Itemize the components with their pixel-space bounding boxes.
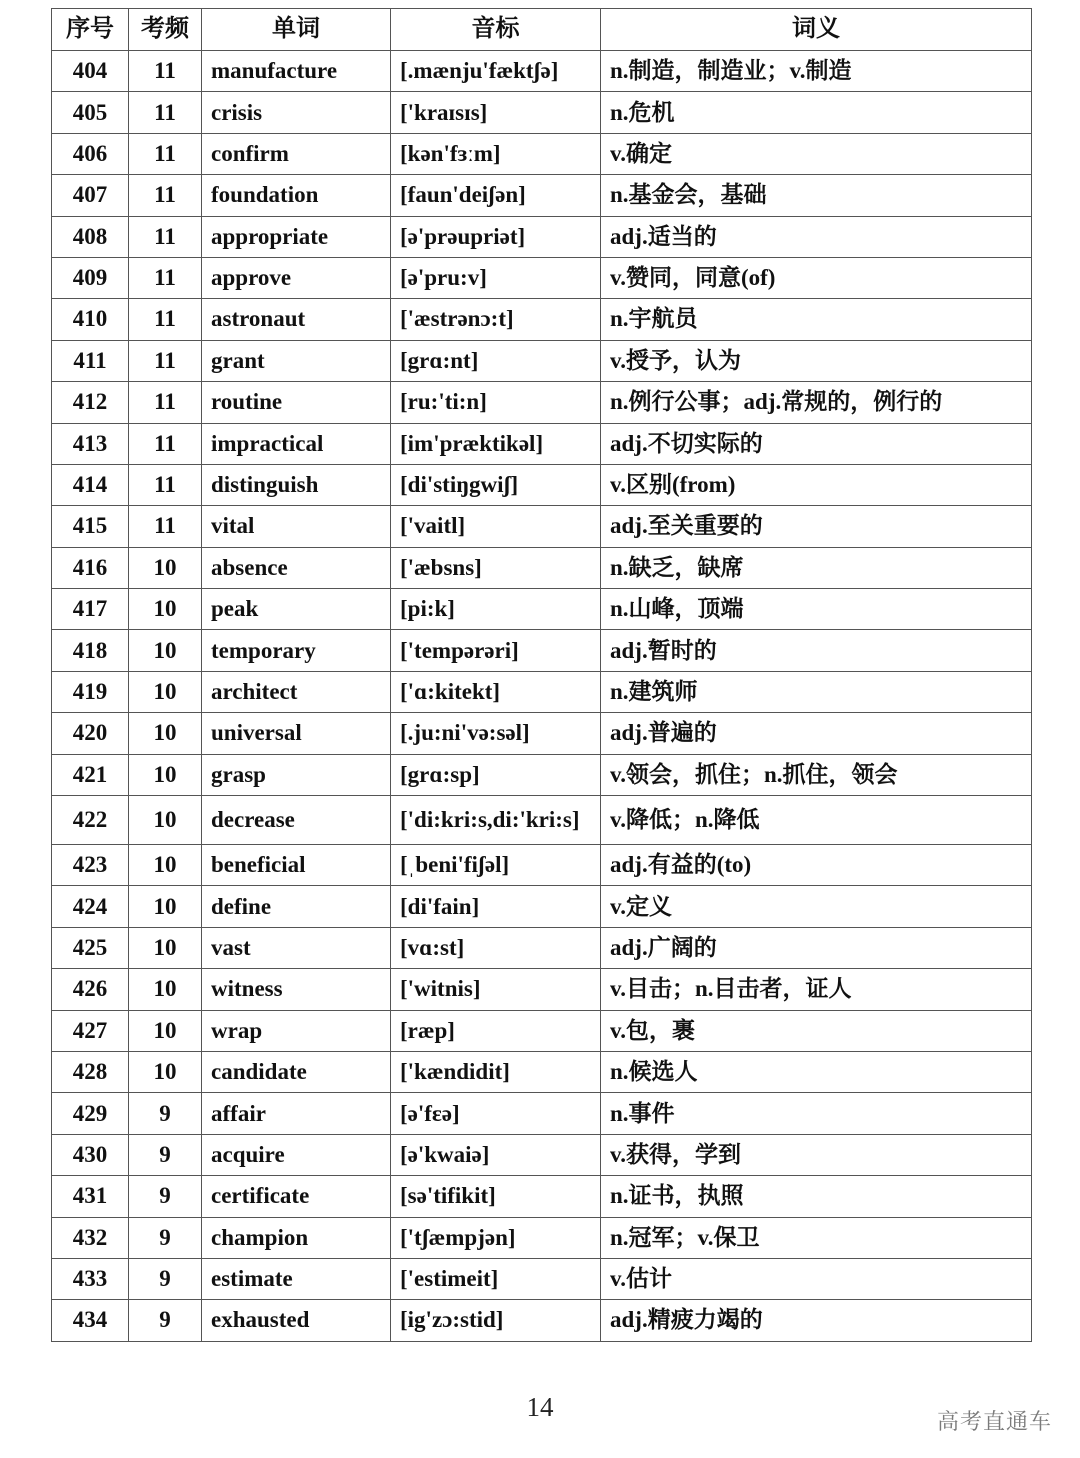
cell-word: impractical: [202, 423, 391, 464]
table-row: [52, 92, 1032, 133]
page-number: 14: [526, 1392, 554, 1422]
cell-serial-number: 407: [52, 175, 129, 216]
cell-exam-frequency: 9: [129, 1093, 202, 1134]
cell-serial-number: 423: [52, 845, 129, 886]
cell-phonetic: [vɑ:st]: [391, 927, 601, 968]
cell-serial-number: 409: [52, 257, 129, 298]
cell-serial-number: 413: [52, 423, 129, 464]
cell-word: champion: [202, 1217, 391, 1258]
cell-serial-number: 412: [52, 382, 129, 423]
cell-word: decrease: [202, 796, 391, 845]
table-body: [52, 51, 1032, 1342]
cell-serial-number: 411: [52, 340, 129, 381]
cell-definition: n.山峰，顶端: [601, 589, 1032, 630]
cell-word: universal: [202, 713, 391, 754]
cell-serial-number: 434: [52, 1300, 129, 1341]
cell-exam-frequency: 11: [129, 92, 202, 133]
cell-serial-number: 406: [52, 133, 129, 174]
cell-phonetic: ['ɑ:kitekt]: [391, 671, 601, 712]
cell-exam-frequency: 10: [129, 927, 202, 968]
cell-serial-number: 410: [52, 299, 129, 340]
cell-phonetic: ['tempərəri]: [391, 630, 601, 671]
cell-exam-frequency: 10: [129, 1010, 202, 1051]
cell-phonetic: [di'stiŋgwiʃ]: [391, 464, 601, 505]
table-row: [52, 133, 1032, 174]
table-row: [52, 1217, 1032, 1258]
cell-phonetic: ['kændidit]: [391, 1051, 601, 1092]
cell-word: temporary: [202, 630, 391, 671]
cell-serial-number: 404: [52, 51, 129, 92]
cell-word: architect: [202, 671, 391, 712]
cell-definition: n.证书，执照: [601, 1176, 1032, 1217]
cell-exam-frequency: 10: [129, 796, 202, 845]
table-row: [52, 927, 1032, 968]
cell-exam-frequency: 10: [129, 713, 202, 754]
table-row: [52, 51, 1032, 92]
cell-serial-number: 420: [52, 713, 129, 754]
header-exam-frequency: 考频: [129, 9, 202, 51]
cell-exam-frequency: 11: [129, 175, 202, 216]
table-row: [52, 796, 1032, 845]
cell-exam-frequency: 10: [129, 1051, 202, 1092]
cell-exam-frequency: 11: [129, 506, 202, 547]
cell-exam-frequency: 10: [129, 969, 202, 1010]
cell-word: vital: [202, 506, 391, 547]
cell-phonetic: [ə'kwaiə]: [391, 1134, 601, 1175]
cell-definition: v.授予，认为: [601, 340, 1032, 381]
cell-phonetic: ['æstrənɔ:t]: [391, 299, 601, 340]
cell-exam-frequency: 10: [129, 754, 202, 795]
cell-word: vast: [202, 927, 391, 968]
cell-phonetic: [ræp]: [391, 1010, 601, 1051]
cell-phonetic: ['estimeit]: [391, 1258, 601, 1299]
vocabulary-table: [51, 8, 1032, 1342]
cell-word: affair: [202, 1093, 391, 1134]
table-row: [52, 547, 1032, 588]
cell-word: grasp: [202, 754, 391, 795]
table-row: [52, 257, 1032, 298]
cell-phonetic: ['kraɪsɪs]: [391, 92, 601, 133]
cell-exam-frequency: 9: [129, 1258, 202, 1299]
cell-phonetic: [ru:'ti:n]: [391, 382, 601, 423]
header-serial-number: 序号: [52, 9, 129, 51]
cell-definition: v.估计: [601, 1258, 1032, 1299]
cell-exam-frequency: 9: [129, 1300, 202, 1341]
cell-serial-number: 422: [52, 796, 129, 845]
cell-definition: n.建筑师: [601, 671, 1032, 712]
cell-serial-number: 415: [52, 506, 129, 547]
cell-exam-frequency: 10: [129, 589, 202, 630]
cell-word: absence: [202, 547, 391, 588]
cell-phonetic: [kən'fɜːm]: [391, 133, 601, 174]
table-row: [52, 216, 1032, 257]
table-header-row: [52, 9, 1032, 51]
cell-phonetic: [di'fain]: [391, 886, 601, 927]
cell-definition: v.赞同，同意(of): [601, 257, 1032, 298]
table-row: [52, 754, 1032, 795]
cell-definition: v.定义: [601, 886, 1032, 927]
table-row: [52, 630, 1032, 671]
cell-exam-frequency: 11: [129, 133, 202, 174]
cell-definition: adj.精疲力竭的: [601, 1300, 1032, 1341]
cell-definition: n.事件: [601, 1093, 1032, 1134]
table-row: [52, 175, 1032, 216]
cell-serial-number: 405: [52, 92, 129, 133]
cell-word: peak: [202, 589, 391, 630]
cell-serial-number: 425: [52, 927, 129, 968]
cell-serial-number: 418: [52, 630, 129, 671]
cell-word: distinguish: [202, 464, 391, 505]
cell-word: certificate: [202, 1176, 391, 1217]
cell-serial-number: 428: [52, 1051, 129, 1092]
cell-phonetic: [.ju:ni'və:səl]: [391, 713, 601, 754]
cell-phonetic: ['vaitl]: [391, 506, 601, 547]
cell-definition: adj.广阔的: [601, 927, 1032, 968]
cell-word: witness: [202, 969, 391, 1010]
vocabulary-sheet: [51, 8, 1031, 1342]
cell-definition: adj.至关重要的: [601, 506, 1032, 547]
cell-exam-frequency: 11: [129, 340, 202, 381]
cell-phonetic: [pi:k]: [391, 589, 601, 630]
cell-phonetic: [ə'fɛə]: [391, 1093, 601, 1134]
cell-phonetic: ['witnis]: [391, 969, 601, 1010]
table-row: [52, 589, 1032, 630]
cell-exam-frequency: 9: [129, 1217, 202, 1258]
cell-serial-number: 433: [52, 1258, 129, 1299]
table-row: [52, 845, 1032, 886]
cell-phonetic: ['æbsns]: [391, 547, 601, 588]
table-row: [52, 340, 1032, 381]
cell-word: astronaut: [202, 299, 391, 340]
cell-exam-frequency: 10: [129, 886, 202, 927]
cell-phonetic: [ˌbeni'fiʃəl]: [391, 845, 601, 886]
cell-exam-frequency: 10: [129, 547, 202, 588]
cell-exam-frequency: 11: [129, 299, 202, 340]
cell-phonetic: [.mænju'fæktʃə]: [391, 51, 601, 92]
cell-exam-frequency: 10: [129, 630, 202, 671]
cell-definition: adj.有益的(to): [601, 845, 1032, 886]
cell-definition: adj.不切实际的: [601, 423, 1032, 464]
cell-word: exhausted: [202, 1300, 391, 1341]
table-row: [52, 969, 1032, 1010]
cell-word: manufacture: [202, 51, 391, 92]
cell-definition: v.目击；n.目击者，证人: [601, 969, 1032, 1010]
cell-serial-number: 429: [52, 1093, 129, 1134]
cell-exam-frequency: 9: [129, 1176, 202, 1217]
cell-phonetic: [sə'tifikit]: [391, 1176, 601, 1217]
cell-word: approve: [202, 257, 391, 298]
table-row: [52, 713, 1032, 754]
cell-exam-frequency: 10: [129, 671, 202, 712]
cell-word: grant: [202, 340, 391, 381]
cell-serial-number: 426: [52, 969, 129, 1010]
cell-exam-frequency: 10: [129, 845, 202, 886]
cell-serial-number: 430: [52, 1134, 129, 1175]
table-row: [52, 1051, 1032, 1092]
cell-word: estimate: [202, 1258, 391, 1299]
cell-definition: v.确定: [601, 133, 1032, 174]
cell-serial-number: 416: [52, 547, 129, 588]
cell-word: wrap: [202, 1010, 391, 1051]
cell-phonetic: [grɑ:sp]: [391, 754, 601, 795]
table-row: [52, 1093, 1032, 1134]
cell-phonetic: [im'præktikəl]: [391, 423, 601, 464]
cell-definition: adj.普遍的: [601, 713, 1032, 754]
cell-word: candidate: [202, 1051, 391, 1092]
table-row: [52, 886, 1032, 927]
cell-definition: v.获得，学到: [601, 1134, 1032, 1175]
cell-word: beneficial: [202, 845, 391, 886]
table-row: [52, 1258, 1032, 1299]
cell-phonetic: [ə'pru:v]: [391, 257, 601, 298]
cell-serial-number: 431: [52, 1176, 129, 1217]
header-word: 单词: [202, 9, 391, 51]
cell-serial-number: 414: [52, 464, 129, 505]
table-row: [52, 423, 1032, 464]
cell-exam-frequency: 11: [129, 382, 202, 423]
cell-word: define: [202, 886, 391, 927]
cell-definition: n.冠军；v.保卫: [601, 1217, 1032, 1258]
cell-definition: n.例行公事；adj.常规的，例行的: [601, 382, 1032, 423]
cell-serial-number: 408: [52, 216, 129, 257]
cell-definition: v.区别(from): [601, 464, 1032, 505]
table-row: [52, 299, 1032, 340]
cell-exam-frequency: 9: [129, 1134, 202, 1175]
cell-definition: v.包，裹: [601, 1010, 1032, 1051]
cell-definition: n.制造，制造业；v.制造: [601, 51, 1032, 92]
cell-phonetic: ['di:kri:s,di:'kri:s]: [391, 796, 601, 845]
cell-serial-number: 421: [52, 754, 129, 795]
table-row: [52, 506, 1032, 547]
cell-word: foundation: [202, 175, 391, 216]
cell-word: confirm: [202, 133, 391, 174]
table-row: [52, 1300, 1032, 1341]
header-definition: 词义: [601, 9, 1032, 51]
cell-serial-number: 427: [52, 1010, 129, 1051]
table-row: [52, 1134, 1032, 1175]
cell-phonetic: [faun'deiʃən]: [391, 175, 601, 216]
cell-exam-frequency: 11: [129, 423, 202, 464]
cell-definition: v.领会，抓住；n.抓住，领会: [601, 754, 1032, 795]
cell-definition: n.宇航员: [601, 299, 1032, 340]
cell-exam-frequency: 11: [129, 257, 202, 298]
table-row: [52, 464, 1032, 505]
cell-serial-number: 424: [52, 886, 129, 927]
cell-phonetic: ['tʃæmpjən]: [391, 1217, 601, 1258]
table-row: [52, 382, 1032, 423]
cell-definition: n.基金会，基础: [601, 175, 1032, 216]
cell-definition: adj.适当的: [601, 216, 1032, 257]
table-row: [52, 1010, 1032, 1051]
cell-exam-frequency: 11: [129, 464, 202, 505]
cell-word: acquire: [202, 1134, 391, 1175]
cell-exam-frequency: 11: [129, 51, 202, 92]
watermark: 高考直通车: [936, 1410, 1052, 1435]
cell-definition: n.危机: [601, 92, 1032, 133]
table-row: [52, 1176, 1032, 1217]
cell-phonetic: [ə'prəupriət]: [391, 216, 601, 257]
cell-definition: adj.暂时的: [601, 630, 1032, 671]
table-row: [52, 671, 1032, 712]
header-phonetic: 音标: [391, 9, 601, 51]
cell-serial-number: 419: [52, 671, 129, 712]
cell-serial-number: 417: [52, 589, 129, 630]
cell-word: crisis: [202, 92, 391, 133]
cell-word: appropriate: [202, 216, 391, 257]
cell-phonetic: [ig'zɔ:stid]: [391, 1300, 601, 1341]
cell-definition: n.缺乏，缺席: [601, 547, 1032, 588]
cell-exam-frequency: 11: [129, 216, 202, 257]
cell-word: routine: [202, 382, 391, 423]
cell-serial-number: 432: [52, 1217, 129, 1258]
cell-definition: n.候选人: [601, 1051, 1032, 1092]
cell-phonetic: [grɑ:nt]: [391, 340, 601, 381]
cell-definition: v.降低；n.降低: [601, 796, 1032, 845]
